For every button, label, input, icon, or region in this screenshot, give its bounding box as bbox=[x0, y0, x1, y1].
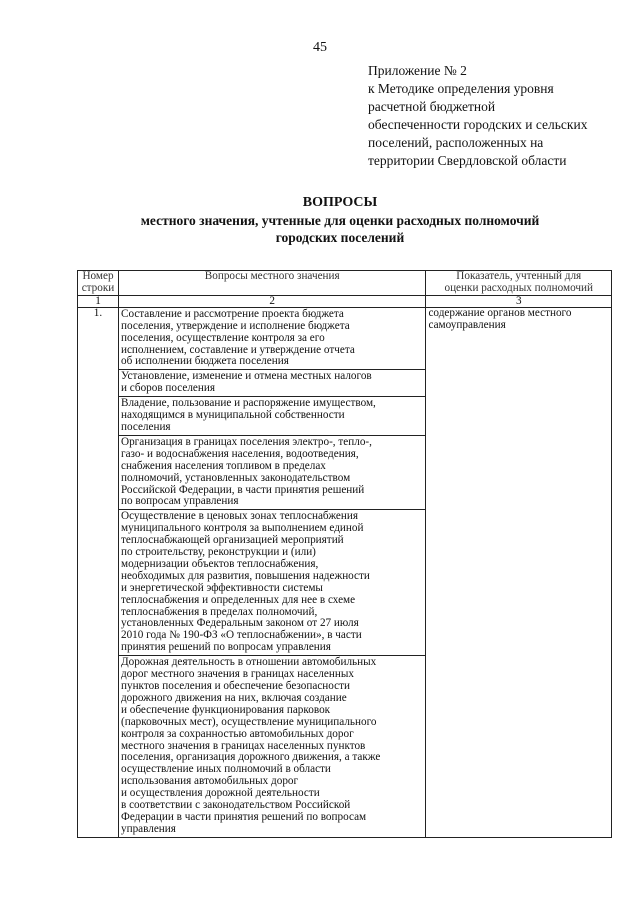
header-questions: Вопросы местного значения bbox=[118, 271, 425, 296]
document-subtitle-line: местного значения, учтенные для оценки расходных полномочий bbox=[140, 213, 540, 228]
questions-table bbox=[77, 270, 612, 838]
appendix-line: поселений, расположенных на bbox=[368, 135, 544, 150]
question-item: Установление, изменение и отмена местных налогов и сборов поселения bbox=[119, 370, 425, 397]
appendix-line: обеспеченности городских и сельских bbox=[368, 117, 588, 132]
column-number: 1 bbox=[78, 295, 119, 307]
appendix-line: Приложение № 2 bbox=[368, 63, 467, 78]
header-row-number: Номер строки bbox=[78, 271, 119, 296]
row-number: 1. bbox=[78, 307, 119, 837]
question-item: Организация в границах поселения электро-, тепло-, газо- и водоснабжения населения, водоотведения, снабжения населения топливом в пределах полномочий, установленных законодательством Российской Федерации, в части принятия решений по вопросам управления bbox=[119, 436, 425, 510]
column-number: 2 bbox=[118, 295, 425, 307]
column-number-row bbox=[78, 295, 612, 307]
appendix-line: расчетной бюджетной bbox=[368, 99, 496, 114]
questions-cell bbox=[118, 307, 425, 837]
question-item: Составление и рассмотрение проекта бюджета поселения, утверждение и исполнение бюджета поселения, осуществление контроля за его исполнением, составление и утверждение отчета об исполнении бюджета поселения bbox=[119, 308, 425, 371]
table-header-row bbox=[78, 271, 612, 296]
appendix-line: к Методике определения уровня bbox=[368, 81, 554, 96]
question-item: Владение, пользование и распоряжение имуществом, находящимся в муниципальной собственности поселения bbox=[119, 397, 425, 436]
question-item: Осуществление в ценовых зонах теплоснабжения муниципального контроля за выполнением единой теплоснабжающей организацией мероприятий по строительству, реконструкции и (или) модернизации объектов теплоснабжения, необходимых для развития, повышения надежности и энергетической эффективности системы теплоснабжения и определенных для нее в схеме теплоснабжения в пределах полномочий, установленных Федеральным законом от 27 июля 2010 года № 190-ФЗ «О теплоснабжении», в части принятия решений по вопросам управления bbox=[119, 510, 425, 656]
header-indicator: Показатель, учтенный для оценки расходных полномочий bbox=[426, 271, 612, 296]
appendix-note bbox=[368, 62, 628, 170]
table-row bbox=[78, 307, 612, 837]
appendix-line: территории Свердловской области bbox=[368, 153, 567, 168]
document-title: ВОПРОСЫ bbox=[302, 195, 378, 210]
indicator-cell: содержание органов местного самоуправления bbox=[426, 307, 612, 837]
document-heading bbox=[60, 194, 620, 246]
column-number: 3 bbox=[426, 295, 612, 307]
document-subtitle-line: городских поселений bbox=[275, 230, 405, 245]
page-number: 45 bbox=[313, 40, 327, 55]
question-item: Дорожная деятельность в отношении автомобильных дорог местного значения в границах населенных пунктов поселения и обеспечение безопасности дорожного движения на них, включая создание и обеспечение функционирования парковок (парковочных мест), осуществление муниципального контроля за сохранностью автомобильных дорог местного значения в границах населенных пунктов поселения, организация дорожного движения, а также осуществление иных полномочий в области использования автомобильных дорог и осуществления дорожной деятельности в соответствии с законодательством Российской Федерации в части принятия решений по вопросам управления bbox=[120, 656, 381, 835]
